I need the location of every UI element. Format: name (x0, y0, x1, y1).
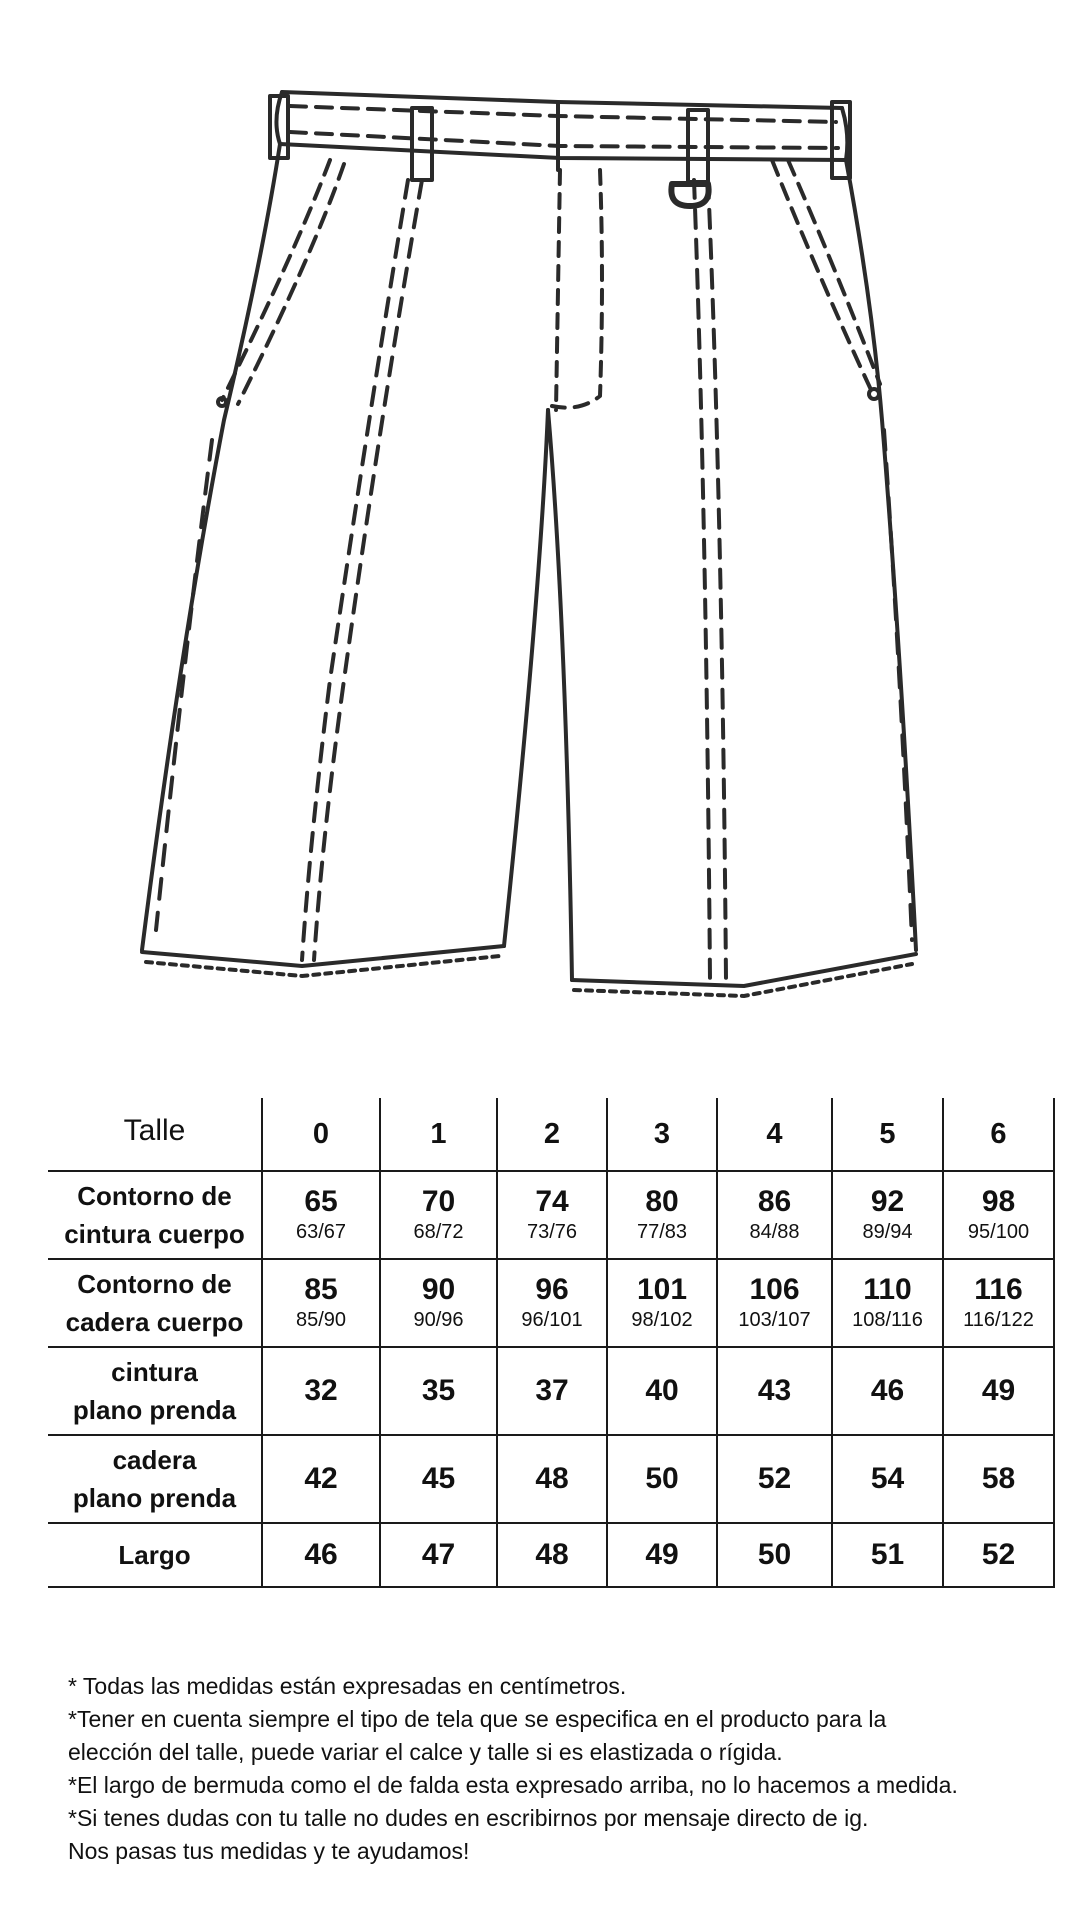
table-cell (717, 1259, 832, 1347)
table-cell: 49 (607, 1523, 717, 1587)
fly-line (556, 170, 560, 410)
table-cell (497, 1259, 607, 1347)
table-cell: 49 (943, 1347, 1054, 1435)
cell-value: 86 (757, 1185, 792, 1218)
cell-range: 63/67 (295, 1221, 347, 1243)
row-label (48, 1259, 262, 1347)
header-size-5: 5 (832, 1098, 943, 1171)
table-cell: 48 (497, 1435, 607, 1523)
row-label: Largo (48, 1523, 262, 1587)
table-row-cintura-plano (48, 1347, 1054, 1435)
table-cell: 37 (497, 1347, 607, 1435)
note-line: elección del talle, puede variar el calce y talle si es elastizada o rígida. (68, 1739, 783, 1765)
outer-left-side (142, 144, 280, 950)
cell-range: 84/88 (749, 1221, 800, 1243)
waistband-stitch-top (290, 106, 836, 122)
waistband-top (282, 92, 842, 108)
cell-range: 77/83 (636, 1221, 688, 1243)
table-cell: 42 (262, 1435, 380, 1523)
table-cell (943, 1259, 1054, 1347)
table-cell: 50 (607, 1435, 717, 1523)
table-cell (607, 1171, 717, 1259)
header-size-2: 2 (497, 1098, 607, 1171)
inseam-left (504, 410, 548, 946)
row-label (48, 1435, 262, 1523)
table-cell (497, 1171, 607, 1259)
cell-value: 101 (636, 1273, 688, 1306)
cell-value: 80 (645, 1185, 679, 1218)
cell-range: 73/76 (526, 1221, 578, 1243)
row-label (48, 1347, 262, 1435)
outer-right-side (846, 160, 916, 950)
side-seam-right (884, 430, 912, 940)
hem-right (572, 954, 916, 986)
cell-value: 70 (421, 1185, 456, 1218)
waistband-stitch-bottom (290, 132, 838, 148)
row-label-line2: plano prenda (72, 1395, 237, 1425)
row-label-line1: Contorno de (77, 1181, 232, 1211)
table-cell: 52 (717, 1435, 832, 1523)
table-row-cintura-cuerpo (48, 1171, 1054, 1259)
table-cell: 51 (832, 1523, 943, 1587)
table-cell: 40 (607, 1347, 717, 1435)
cell-range: 90/96 (413, 1309, 464, 1331)
cell-range: 85/90 (295, 1309, 347, 1331)
table-cell: 32 (262, 1347, 380, 1435)
cell-range: 96/101 (521, 1309, 583, 1331)
cell-range: 108/116 (852, 1309, 923, 1331)
size-chart-table (48, 1098, 1055, 1588)
note-line: * Todas las medidas están expresadas en centímetros. (68, 1673, 627, 1699)
table-row-cadera-cuerpo (48, 1259, 1054, 1347)
cell-value: 116 (974, 1273, 1023, 1306)
header-size-3: 3 (607, 1098, 717, 1171)
crease-left (314, 180, 422, 960)
pocket-left (222, 160, 330, 400)
table-cell: 48 (497, 1523, 607, 1587)
cell-value: 65 (304, 1185, 338, 1218)
table-cell: 46 (262, 1523, 380, 1587)
table-cell: 43 (717, 1347, 832, 1435)
crease-right (694, 180, 710, 980)
table-cell: 45 (380, 1435, 497, 1523)
note-line: *Si tenes dudas con tu talle no dudes en escribirnos por mensaje directo de ig. (68, 1805, 869, 1831)
row-label-line2: plano prenda (72, 1483, 237, 1513)
cell-range: 89/94 (862, 1221, 913, 1243)
note-line: *Tener en cuenta siempre el tipo de tela que se especifica en el producto para la (68, 1706, 887, 1732)
row-label-line1: Contorno de (77, 1269, 232, 1299)
d-ring (671, 184, 708, 206)
table-cell (943, 1171, 1054, 1259)
table-cell: 54 (832, 1435, 943, 1523)
cell-value: 92 (870, 1185, 905, 1218)
waistband-right-end (842, 108, 847, 160)
header-talle: Talle (48, 1098, 262, 1171)
inseam-right (548, 410, 572, 980)
table-cell: 47 (380, 1523, 497, 1587)
cell-range: 95/100 (967, 1221, 1030, 1243)
cell-value: 96 (535, 1273, 569, 1306)
pocket-left-rivet (218, 398, 226, 406)
row-label-line1: cadera (112, 1445, 197, 1475)
header-size-1: 1 (380, 1098, 497, 1171)
table-cell (832, 1259, 943, 1347)
header-row (48, 1098, 1054, 1171)
table-cell (380, 1171, 497, 1259)
cell-value: 98 (981, 1185, 1016, 1218)
cell-range: 103/107 (738, 1309, 811, 1331)
table-cell (717, 1171, 832, 1259)
cell-value: 74 (535, 1185, 569, 1218)
row-label-line1: cintura (111, 1357, 198, 1387)
pocket-right-rivet (869, 389, 879, 399)
cell-range: 98/102 (631, 1309, 693, 1331)
measurement-notes (68, 1670, 1048, 1868)
cell-value: 90 (421, 1273, 456, 1306)
table-cell (607, 1259, 717, 1347)
table-cell: 46 (832, 1347, 943, 1435)
cell-value: 106 (749, 1273, 800, 1306)
cell-value: 110 (863, 1273, 912, 1306)
side-seam-left (156, 440, 212, 930)
cell-range: 116/122 (963, 1309, 1034, 1331)
row-label-line2: cadera cuerpo (65, 1307, 244, 1337)
row-label (48, 1171, 262, 1259)
table-cell: 50 (717, 1523, 832, 1587)
pocket-right (772, 160, 872, 392)
table-row-largo (48, 1523, 1054, 1587)
crease-left-2 (302, 180, 408, 960)
header-size-6: 6 (943, 1098, 1054, 1171)
table-row-cadera-plano (48, 1435, 1054, 1523)
table-cell: 58 (943, 1435, 1054, 1523)
waistband-left-end (276, 92, 282, 144)
note-line: *El largo de bermuda como el de falda esta expresado arriba, no lo hacemos a medida. (68, 1772, 958, 1798)
crease-right-2 (708, 180, 726, 980)
header-size-4: 4 (717, 1098, 832, 1171)
table-cell: 52 (943, 1523, 1054, 1587)
note-line: Nos pasas tus medidas y te ayudamos! (68, 1838, 470, 1864)
row-label-line2: cintura cuerpo (64, 1219, 245, 1249)
belt-loop-center-left (412, 108, 432, 180)
table-cell (380, 1259, 497, 1347)
table-cell (262, 1259, 380, 1347)
cell-range: 68/72 (413, 1221, 464, 1243)
table-cell: 35 (380, 1347, 497, 1435)
cell-value: 85 (304, 1273, 338, 1306)
table-cell (262, 1171, 380, 1259)
header-size-0: 0 (262, 1098, 380, 1171)
table-cell (832, 1171, 943, 1259)
